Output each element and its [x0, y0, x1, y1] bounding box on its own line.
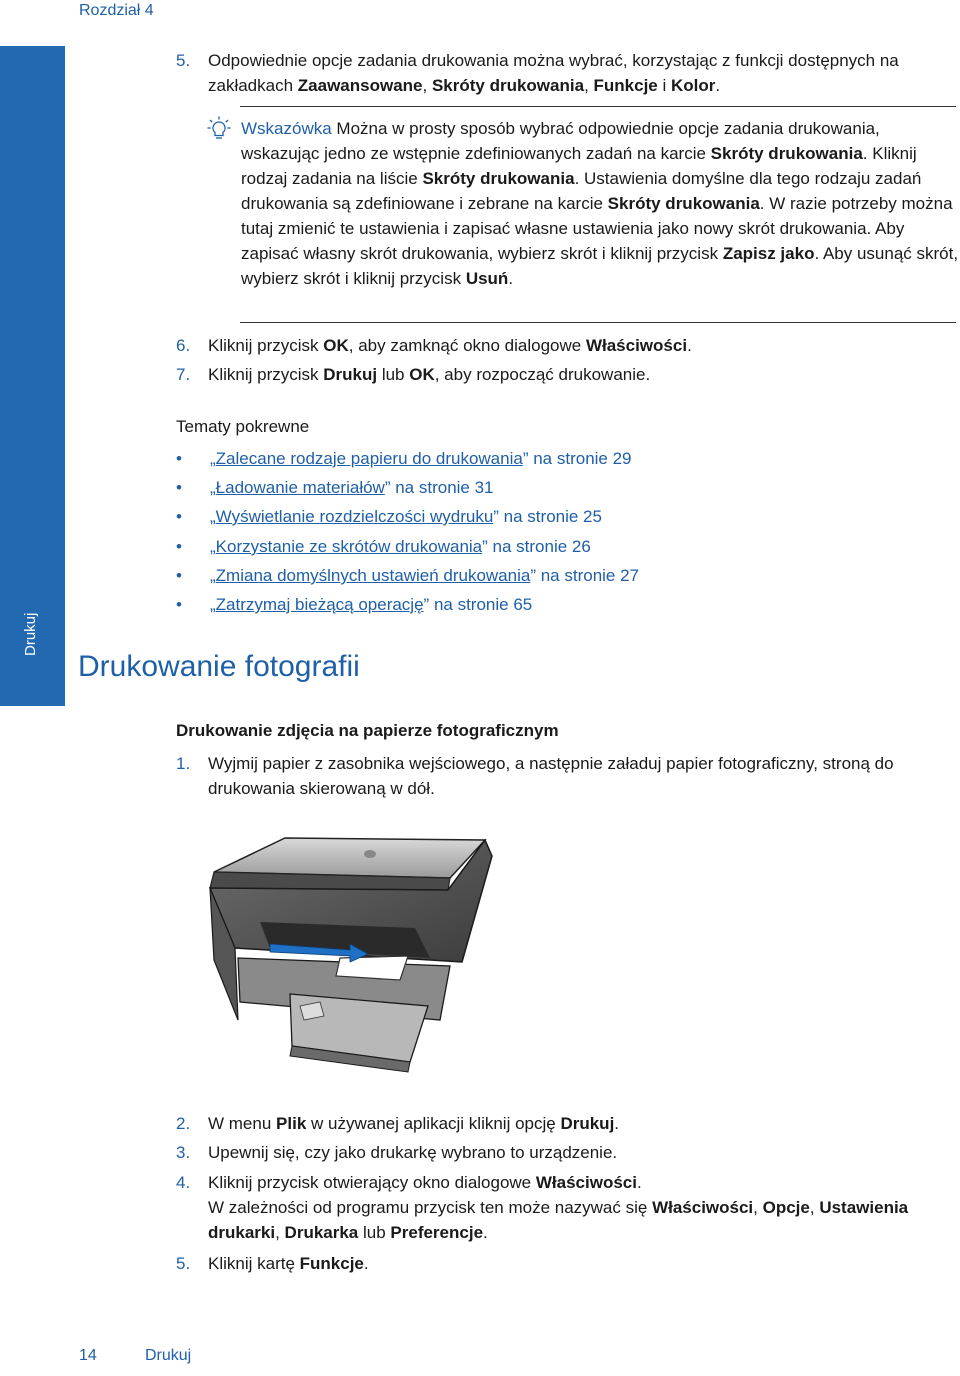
step-number: 1. [176, 754, 191, 773]
step-number: 5. [176, 51, 191, 70]
step-number: 3. [176, 1143, 191, 1162]
related-topic-link[interactable]: Korzystanie ze skrótów drukowania [215, 537, 483, 556]
related-topic-link[interactable]: Zatrzymaj bieżącą operację [215, 595, 424, 614]
step-text: Kliknij przycisk otwierający okno dialogowe Właściwości. W zależności od programu przycisk ten może nazywać się Właściwości, Opcje, Ustawienia drukarki, Drukarka lub Preferencje. [208, 1173, 909, 1242]
related-topic-link[interactable]: Ładowanie materiałów [215, 478, 385, 497]
close-quote: ” [522, 449, 529, 468]
side-tab-label: Drukuj [22, 612, 39, 656]
subsection-title: Drukowanie zdjęcia na papierze fotograficznym [176, 721, 559, 740]
step-number: 7. [176, 365, 191, 384]
page-reference: na stronie 65 [429, 595, 533, 614]
tip-bottom-rule [240, 322, 956, 323]
related-topic-item [176, 564, 639, 588]
side-tab [0, 46, 65, 706]
bullet: • [176, 537, 182, 556]
close-quote: ” [493, 507, 499, 526]
related-topic-link[interactable]: Zalecane rodzaje papieru do drukowania [215, 449, 523, 468]
step-text: Odpowiednie opcje zadania drukowania można wybrać, korzystając z funkcji dostępnych na zakładkach Zaawansowane, Skróty drukowania, Funkcje i Kolor. [208, 51, 899, 95]
chapter-header: Rozdział 4 [79, 2, 154, 19]
footer-label: Drukuj [145, 1347, 192, 1364]
step-number: 2. [176, 1114, 191, 1133]
close-quote: ” [423, 595, 430, 614]
bullet: • [176, 449, 182, 468]
bullet: • [176, 566, 182, 585]
tip-top-rule [240, 106, 956, 107]
bullet: • [176, 478, 182, 497]
close-quote: ” [482, 537, 488, 556]
related-topic-item [176, 476, 494, 500]
open-quote: „ [210, 595, 216, 614]
step-number: 4. [176, 1173, 191, 1192]
lightbulb-icon [207, 116, 231, 142]
close-quote: ” [384, 478, 391, 497]
open-quote: „ [210, 449, 216, 468]
step-text: Kliknij przycisk OK, aby zamknąć okno dialogowe Właściwości. [208, 336, 692, 355]
page-reference: na stronie 27 [536, 566, 640, 585]
related-topic-link[interactable]: Zmiana domyślnych ustawień drukowania [215, 566, 531, 585]
related-topic-item [176, 593, 532, 617]
section-title: Drukowanie fotografii [78, 650, 360, 683]
tip-block [241, 116, 959, 291]
step-text: Kliknij przycisk Drukuj lub OK, aby rozpocząć drukowanie. [208, 365, 651, 384]
step-text: Kliknij kartę Funkcje. [208, 1254, 369, 1273]
page-reference: na stronie 26 [487, 537, 591, 556]
open-quote: „ [210, 478, 216, 497]
bullet: • [176, 595, 182, 614]
step-text: Upewnij się, czy jako drukarkę wybrano to urządzenie. [208, 1143, 618, 1162]
step-number: 6. [176, 336, 191, 355]
related-topic-item [176, 447, 632, 471]
tip-body: Można w prosty sposób wybrać odpowiednie opcje zadania drukowania, wskazując jedno ze wstępnie zdefiniowanych zadań na karcie Skróty drukowania. Kliknij rodzaj zadania na liście Skróty drukowania. Ustawienia domyślne dla tego rodzaju zadań drukowania są zdefiniowane i zebrane na karcie Skróty drukowania. W razie potrzeby można tutaj zmienić te ustawienia i zapisać własne ustawienia jako nowy skrót drukowania. Aby zapisać własny skrót drukowania, wybierz skrót i kliknij przycisk Zapisz jako. Aby usunąć skrót, wybierz skrót i kliknij przycisk Usuń. [241, 119, 959, 288]
page-reference: na stronie 29 [528, 449, 632, 468]
step-number: 5. [176, 1254, 191, 1273]
bullet: • [176, 507, 182, 526]
tip-heading: Wskazówka [241, 119, 332, 138]
printer-illustration [200, 830, 530, 1075]
open-quote: „ [210, 566, 216, 585]
open-quote: „ [210, 507, 216, 526]
step-text: Wyjmij papier z zasobnika wejściowego, a następnie załaduj papier fotograficzny, stroną do drukowania skierowaną w dół. [208, 754, 894, 798]
close-quote: ” [530, 566, 536, 585]
step-text: W menu Plik w używanej aplikacji kliknij opcję Drukuj. [208, 1114, 620, 1133]
related-topics-title: Tematy pokrewne [176, 417, 310, 436]
related-topic-item [176, 535, 591, 559]
page-reference: na stronie 25 [498, 507, 602, 526]
related-topic-link[interactable]: Wyświetlanie rozdzielczości wydruku [215, 507, 494, 526]
page-number: 14 [79, 1347, 97, 1364]
related-topic-item [176, 505, 602, 529]
open-quote: „ [210, 537, 216, 556]
page-reference: na stronie 31 [390, 478, 494, 497]
